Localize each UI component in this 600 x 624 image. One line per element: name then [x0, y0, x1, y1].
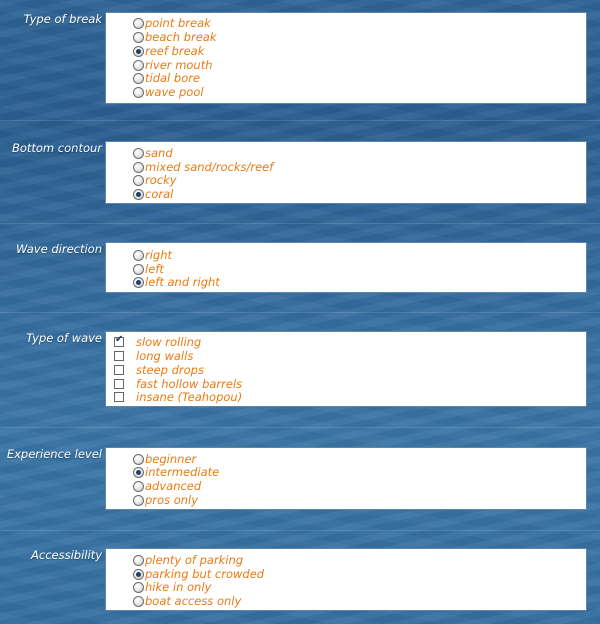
divider	[0, 312, 600, 313]
option-mixed-sand-rocks-reef[interactable]: mixed sand/rocks/reef	[133, 160, 273, 174]
option-advanced[interactable]: advanced	[133, 479, 201, 493]
option-long-walls[interactable]: long walls	[133, 349, 193, 363]
radio-reef-break[interactable]	[133, 46, 144, 57]
checkbox-long-walls[interactable]	[114, 351, 124, 361]
bottom-contour-options	[105, 141, 587, 204]
option-beginner[interactable]: beginner	[133, 452, 196, 466]
type-of-wave-options	[105, 331, 587, 407]
divider	[0, 427, 600, 428]
option-boat-access-only[interactable]: boat access only	[133, 594, 241, 608]
radio-beginner[interactable]	[133, 454, 144, 465]
option-insane-teahopou[interactable]: insane (Teahopou)	[133, 390, 242, 404]
radio-beach-break[interactable]	[133, 32, 144, 43]
option-point-break[interactable]: point break	[133, 16, 211, 30]
radio-boat-access-only[interactable]	[133, 596, 144, 607]
option-left-and-right[interactable]: left and right	[133, 275, 220, 289]
checkbox-slow-rolling[interactable]	[114, 337, 124, 347]
accessibility-label: Accessibility	[31, 548, 102, 562]
radio-tidal-bore[interactable]	[133, 73, 144, 84]
radio-sand[interactable]	[133, 148, 144, 159]
option-tidal-bore[interactable]: tidal bore	[133, 71, 200, 85]
option-plenty-of-parking[interactable]: plenty of parking	[133, 553, 243, 567]
option-beach-break[interactable]: beach break	[133, 30, 217, 44]
radio-pros-only[interactable]	[133, 495, 144, 506]
option-sand[interactable]: sand	[133, 146, 173, 160]
option-hike-in-only[interactable]: hike in only	[133, 580, 211, 594]
wave-direction-options	[105, 242, 587, 293]
bottom-contour-label: Bottom contour	[11, 141, 102, 155]
radio-mixed-sand-rocks-reef[interactable]	[133, 162, 144, 173]
checkbox-steep-drops[interactable]	[114, 365, 124, 375]
type-of-break-label: Type of break	[23, 12, 102, 26]
radio-left-and-right[interactable]	[133, 277, 144, 288]
option-wave-pool[interactable]: wave pool	[133, 85, 204, 99]
option-fast-hollow-barrels[interactable]: fast hollow barrels	[133, 377, 242, 391]
radio-right[interactable]	[133, 250, 144, 261]
divider	[0, 120, 600, 121]
option-parking-but-crowded[interactable]: parking but crowded	[133, 567, 264, 581]
wave-direction-label: Wave direction	[16, 242, 102, 256]
option-steep-drops[interactable]: steep drops	[133, 363, 204, 377]
divider	[0, 530, 600, 531]
option-pros-only[interactable]: pros only	[133, 493, 198, 507]
type-of-wave-label: Type of wave	[26, 331, 102, 345]
radio-advanced[interactable]	[133, 481, 144, 492]
option-right[interactable]: right	[133, 248, 172, 262]
option-left[interactable]: left	[133, 262, 164, 276]
radio-intermediate[interactable]	[133, 467, 144, 478]
radio-coral[interactable]	[133, 189, 144, 200]
radio-river-mouth[interactable]	[133, 60, 144, 71]
radio-rocky[interactable]	[133, 175, 144, 186]
experience-level-label: Experience level	[6, 447, 102, 461]
option-intermediate[interactable]: intermediate	[133, 465, 219, 479]
experience-level-options	[105, 447, 587, 510]
option-reef-break[interactable]: reef break	[133, 44, 204, 58]
accessibility-options	[105, 548, 587, 611]
radio-parking-but-crowded[interactable]	[133, 569, 144, 580]
radio-wave-pool[interactable]	[133, 87, 144, 98]
radio-left[interactable]	[133, 264, 144, 275]
option-slow-rolling[interactable]: ✔ slow rolling	[133, 335, 201, 349]
option-river-mouth[interactable]: river mouth	[133, 58, 213, 72]
radio-hike-in-only[interactable]	[133, 582, 144, 593]
checkbox-insane-teahopou[interactable]	[114, 392, 124, 402]
type-of-break-options	[105, 12, 587, 104]
radio-plenty-of-parking[interactable]	[133, 555, 144, 566]
divider	[0, 223, 600, 224]
checkbox-fast-hollow-barrels[interactable]	[114, 379, 124, 389]
option-coral[interactable]: coral	[133, 187, 173, 201]
radio-point-break[interactable]	[133, 18, 144, 29]
option-rocky[interactable]: rocky	[133, 173, 177, 187]
